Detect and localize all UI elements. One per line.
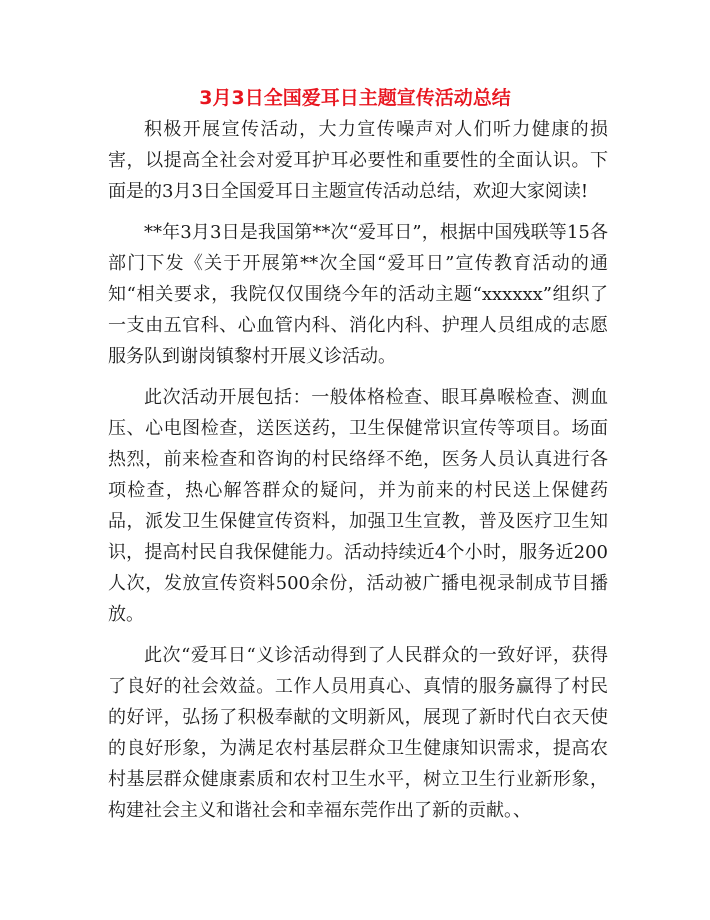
paragraph-background: **年3月3日是我国第**次“爱耳日”，根据中国残联等15各部门下发《关于开展第**次全国“爱耳日”宣传教育活动的通知“相关要求，我院仅仅围绕今年的活动主题“xxxxxx”组织了一支由五官科、心血管内科、消化内科、护理人员组成的志愿服务队到谢岗镇黎村开展义诊活动。 bbox=[108, 222, 608, 367]
document-body bbox=[108, 114, 608, 826]
paragraph-results: 此次“爱耳日“义诊活动得到了人民群众的一致好评，获得了良好的社会效益。工作人员用真心、真情的服务赢得了村民的好评，弘扬了积极奉献的文明新风，展现了新时代白衣天使的良好形象，为满足农村基层群众卫生健康知识需求，提高农村基层群众健康素质和农村卫生水平，树立卫生行业新形象，构建社会主义和谐社会和幸福东莞作出了新的贡献。、 bbox=[108, 645, 608, 821]
paragraph-intro: 积极开展宣传活动，大力宣传噪声对人们听力健康的损害，以提高全社会对爱耳护耳必要性和重要性的全面认识。下面是的3月3日全国爱耳日主题宣传活动总结，欢迎大家阅读! bbox=[108, 119, 608, 202]
paragraph-activities: 此次活动开展包括：一般体格检查、眼耳鼻喉检查、测血压、心电图检查，送医送药，卫生保健常识宣传等项目。场面热烈，前来检查和咨询的村民络绎不绝，医务人员认真进行各项检查，热心解答群众的疑问，并为前来的村民送上保健药品，派发卫生保健宣传资料，加强卫生宣教，普及医疗卫生知识，提高村民自我保健能力。活动持续近4个小时，服务近200人次，发放宣传资料500余份，活动被广播电视录制成节目播放。 bbox=[108, 387, 608, 625]
document-title: 3月3日全国爱耳日主题宣传活动总结 bbox=[199, 87, 511, 109]
